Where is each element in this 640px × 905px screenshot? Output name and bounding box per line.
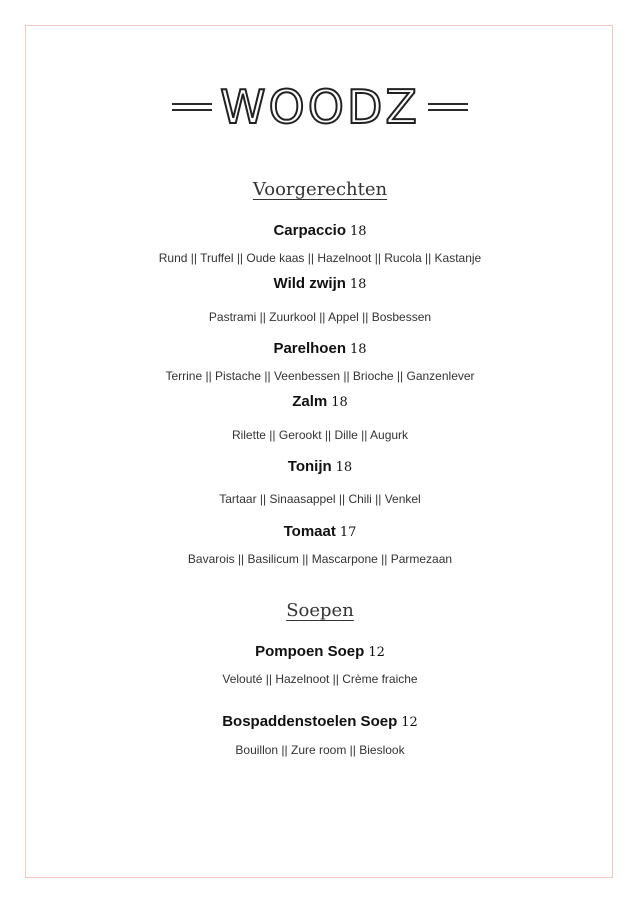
dish-name [0, 275, 640, 292]
logo [0, 80, 640, 134]
dish-price: 18 [335, 460, 353, 475]
dish-name [0, 393, 640, 410]
dish-name [0, 523, 640, 540]
dish-title: Parelhoen [273, 340, 346, 357]
dish-price: 12 [401, 715, 418, 730]
dish-description: Rilette || Gerookt || Dille || Augurk [231, 428, 409, 442]
section-title-soepen: Soepen [286, 600, 354, 621]
dish-title: Bospaddenstoelen Soep [222, 713, 398, 730]
dish-description: Pastrami || Zuurkool || Appel || Bosbessen [208, 310, 432, 324]
dish-title: Carpaccio [273, 222, 346, 239]
dish-description: Bavarois || Basilicum || Mascarpone || Parmezaan [187, 552, 453, 566]
dish-name [0, 340, 640, 357]
dish-name [0, 458, 640, 475]
dish-description: Terrine || Pistache || Veenbessen || Brioche || Ganzenlever [165, 369, 475, 383]
logo-text: WOODZ [220, 80, 420, 134]
dish-description: Velouté || Hazelnoot || Crème fraiche [222, 672, 418, 686]
section-title-voorgerechten: Voorgerechten [252, 179, 388, 200]
dish-price: 18 [349, 342, 367, 357]
dish-name [0, 713, 640, 730]
dish-title: Tonijn [287, 458, 332, 475]
dish-price: 18 [331, 395, 348, 410]
dish-title: Zalm [292, 393, 328, 410]
dish-description: Tartaar || Sinaasappel || Chili || Venkel [219, 492, 421, 506]
logo-right-lines [428, 103, 468, 110]
dish-title: Pompoen Soep [255, 643, 365, 660]
dish-name [0, 643, 640, 660]
dish-price: 17 [339, 525, 357, 540]
dish-title: Wild zwijn [273, 275, 346, 292]
dish-price: 18 [350, 224, 367, 239]
dish-description: Rund || Truffel || Oude kaas || Hazelnoot || Rucola || Kastanje [158, 251, 482, 265]
dish-title: Tomaat [283, 523, 336, 540]
dish-price: 18 [349, 277, 367, 292]
dish-description: Bouillon || Zure room || Bieslook [235, 743, 405, 757]
dish-name [0, 222, 640, 239]
logo-left-lines [172, 103, 212, 110]
dish-price: 12 [368, 645, 385, 660]
